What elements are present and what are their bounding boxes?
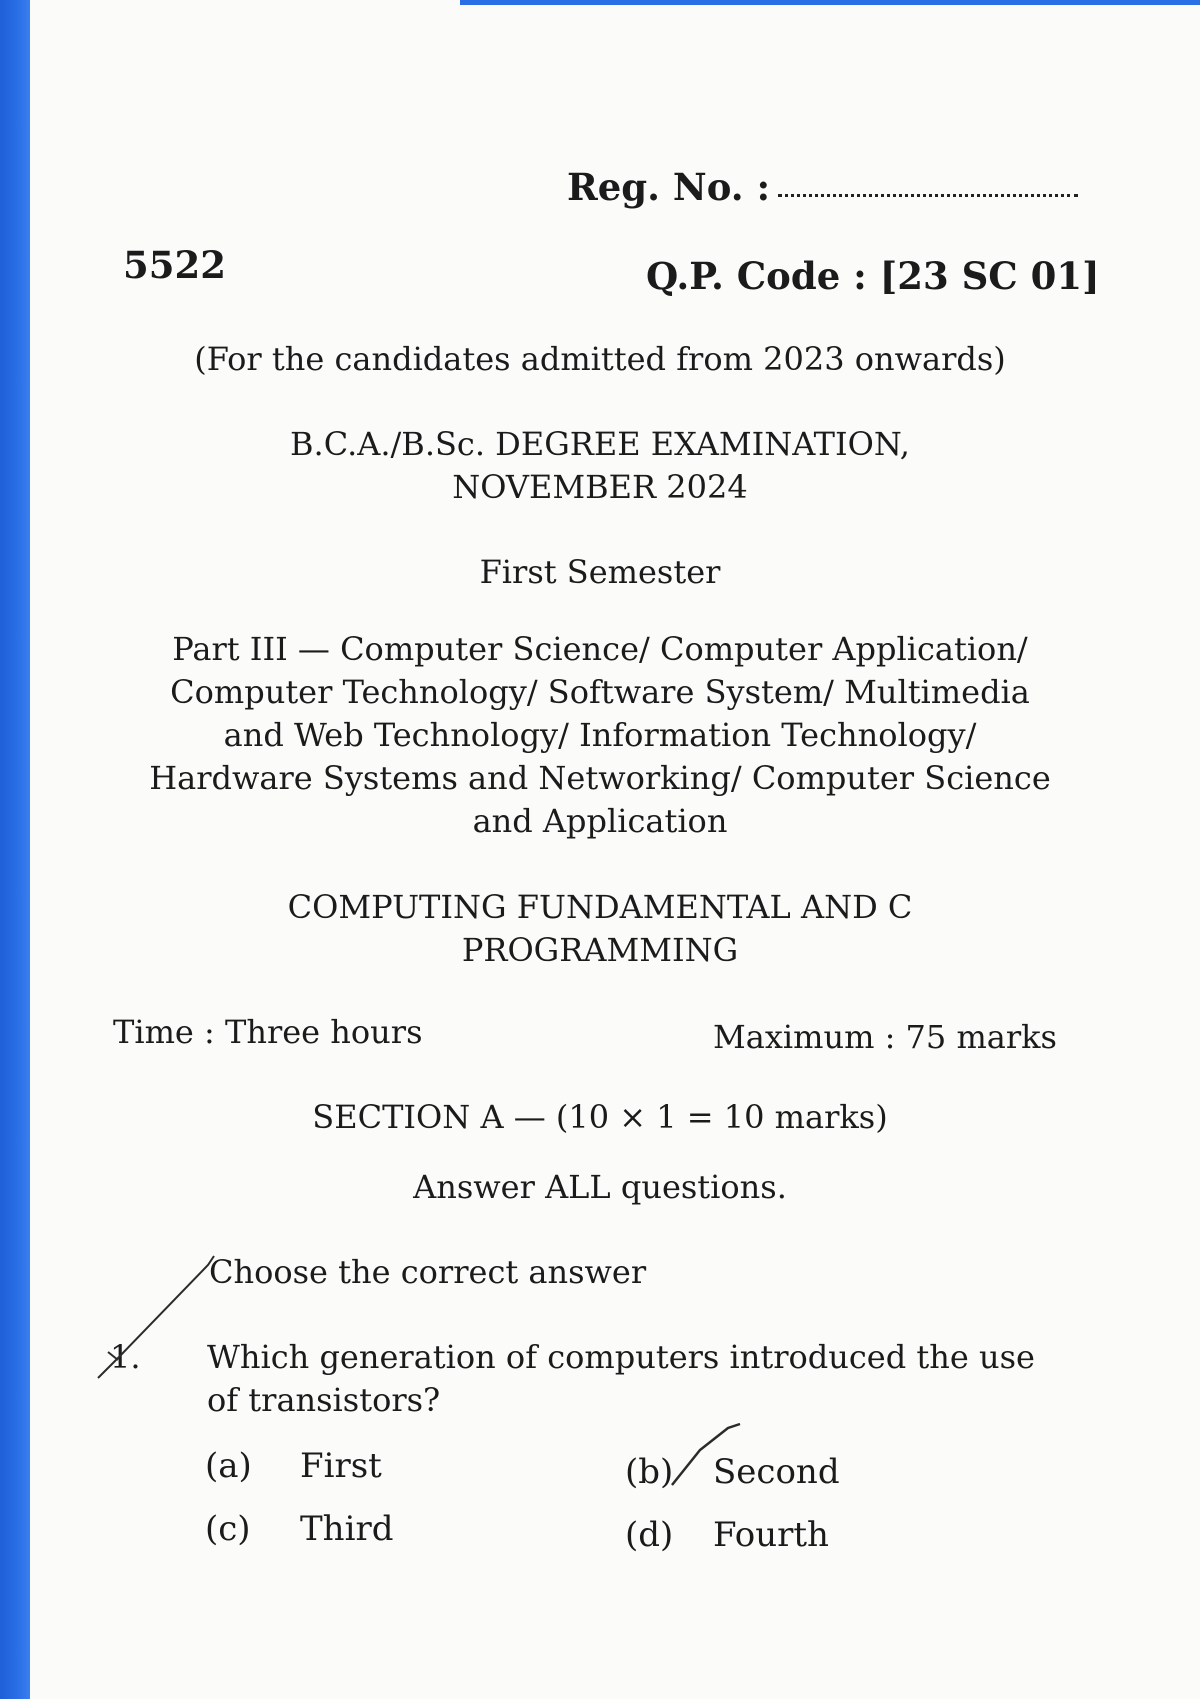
option-c-text: Third (300, 1509, 394, 1549)
part-line: and Web Technology/ Information Technology/ (223, 716, 977, 754)
option-b-text: Second (713, 1452, 840, 1492)
question-text-line1: Which generation of computers introduced the use (207, 1338, 1035, 1376)
section-title: SECTION A — (10 × 1 = 10 marks) (312, 1098, 888, 1136)
option-b-key: (b) (625, 1452, 674, 1492)
reg-no-field (567, 165, 1078, 209)
part-line: and Application (472, 802, 728, 840)
scan-blue-edge-left (0, 0, 30, 1699)
exam-title-line1: B.C.A./B.Sc. DEGREE EXAMINATION, (290, 425, 910, 463)
option-c-key: (c) (205, 1509, 251, 1549)
option-d-text: Fourth (713, 1515, 829, 1555)
scan-blue-edge-top (460, 0, 1200, 5)
question-number: 1. (110, 1338, 141, 1376)
maximum-marks: Maximum : 75 marks (713, 1018, 1057, 1056)
semester: First Semester (479, 553, 721, 591)
option-a-text: First (300, 1446, 382, 1486)
exam-title-line2: NOVEMBER 2024 (452, 468, 748, 506)
subject-title-line1: COMPUTING FUNDAMENTAL AND C (287, 888, 913, 926)
choose-instruction: Choose the correct answer (209, 1253, 647, 1291)
section-instruction: Answer ALL questions. (413, 1168, 787, 1206)
reg-no-label: Reg. No. : (567, 165, 771, 209)
qp-code: Q.P. Code : [23 SC 01] (646, 254, 1100, 298)
eligibility-note: (For the candidates admitted from 2023 onwards) (194, 340, 1006, 378)
time-allowed: Time : Three hours (113, 1013, 423, 1051)
part-line: Hardware Systems and Networking/ Computer Science (149, 759, 1051, 797)
reg-no-blank (778, 193, 1078, 197)
question-text-line2: of transistors? (207, 1381, 441, 1419)
part-line: Part III — Computer Science/ Computer Application/ (172, 630, 1028, 668)
part-line: Computer Technology/ Software System/ Multimedia (170, 673, 1030, 711)
option-a-key: (a) (205, 1446, 252, 1486)
paper-number: 5522 (123, 243, 226, 287)
subject-title-line2: PROGRAMMING (461, 931, 739, 969)
option-d-key: (d) (625, 1515, 674, 1555)
